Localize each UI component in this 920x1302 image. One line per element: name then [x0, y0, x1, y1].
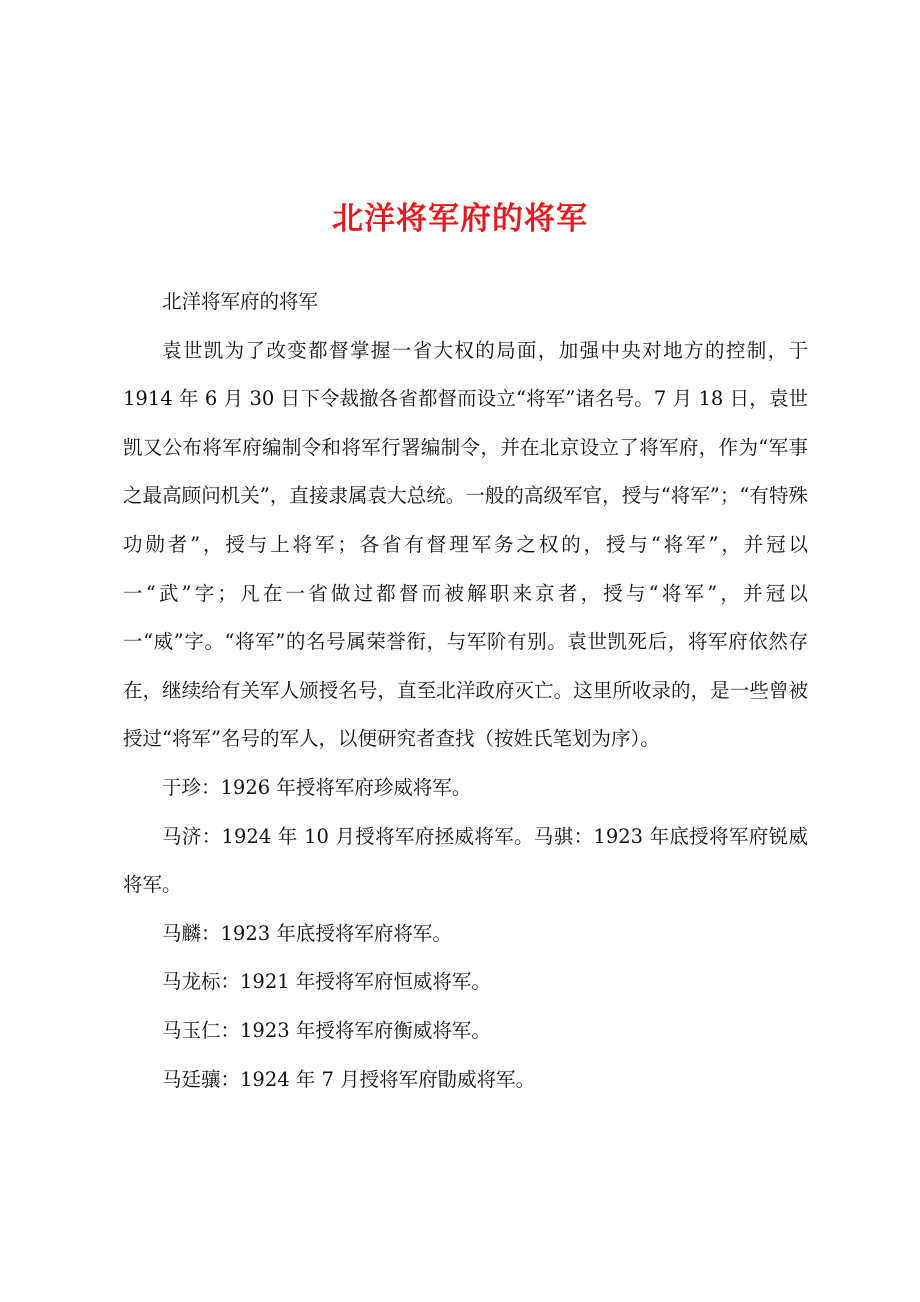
paragraph-entry: 马麟：1923 年底授将军府将军。	[162, 921, 452, 945]
paragraph-entry: 马济：1924 年 10 月授将军府拯威将军。马骐：1923 年底授将军府锐威将军。	[123, 824, 808, 897]
paragraph-subtitle: 北洋将军府的将军	[162, 290, 319, 313]
paragraph-entry: 于珍：1926 年授将军府珍威将军。	[162, 775, 472, 799]
paragraph-entry: 马玉仁：1923 年授将军府衡威将军。	[162, 1018, 491, 1042]
document-body	[123, 278, 808, 1104]
document-title: 北洋将军府的将军	[332, 201, 588, 237]
paragraph-intro: 袁世凯为了改变都督掌握一省大权的局面，加强中央对地方的控制，于 1914 年 6 月 30 日下令裁撤各省都督而设立“将军”诸名号。7 月 18 日，袁世凯又公布将军府编制令和将军行署编制令，并在北京设立了将军府，作为“军事之最高顾问机关”，直接隶属袁大总统。一般的高级军官，授与“将军”；“有特殊功勋者”，授与上将军；各省有督理军务之权的，授与“将军”，并冠以一“武”字；凡在一省做过都督而被解职来京者，授与“将军”，并冠以一“威”字。“将军”的名号属荣誉衔，与军阶有别。袁世凯死后，将军府依然存在，继续给有关军人颁授名号，直至北洋政府灭亡。这里所收录的，是一些曾被授过“将军”名号的军人，以便研究者查找（按姓氏笔划为序）。	[123, 338, 808, 751]
paragraph-entry: 马廷骧：1924 年 7 月授将军府勖威将军。	[162, 1067, 536, 1091]
paragraph-entry: 马龙标：1921 年授将军府恒威将军。	[162, 970, 491, 994]
